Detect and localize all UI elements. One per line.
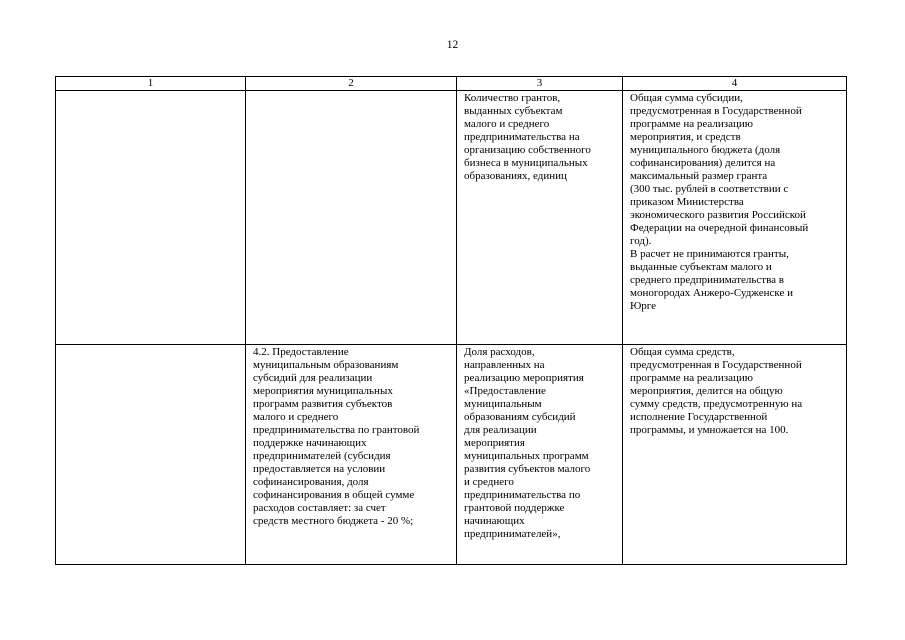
cell-text-line: максимальный размер гранта bbox=[630, 170, 768, 182]
cell-text-line: выданных субъектам bbox=[464, 105, 563, 117]
cell-text-line: программ развития субъектов bbox=[253, 398, 393, 410]
methodology-cell bbox=[623, 91, 847, 345]
table-cell bbox=[56, 91, 246, 345]
cell-text-line: предпринимательства по bbox=[464, 489, 581, 501]
methodology-cell bbox=[623, 345, 847, 565]
cell-text-line: моногородах Анжеро-Судженске и bbox=[630, 287, 793, 299]
cell-text-line: направленных на bbox=[464, 359, 545, 371]
cell-text-line: программе на реализацию bbox=[630, 118, 753, 130]
cell-text-line: бизнеса в муниципальных bbox=[464, 157, 588, 169]
cell-text-line: предпринимателей», bbox=[464, 528, 561, 540]
cell-text-line: средств местного бюджета - 20 %; bbox=[253, 515, 414, 527]
cell-text-line: для реализации bbox=[464, 424, 537, 436]
cell-text-line: образованиям субсидий bbox=[464, 411, 576, 423]
column-header-3: 3 bbox=[457, 77, 623, 91]
cell-text-line: Доля расходов, bbox=[464, 346, 535, 358]
cell-text-line: малого и среднего bbox=[464, 118, 550, 130]
cell-text-line: год). bbox=[630, 235, 652, 247]
cell-text-line: софинансирования в общей сумме bbox=[253, 489, 415, 501]
cell-text-line: В расчет не принимаются гранты, bbox=[630, 248, 789, 260]
measure-cell bbox=[246, 345, 457, 565]
table-cell bbox=[56, 345, 246, 565]
table-header-row bbox=[56, 77, 847, 91]
cell-text-line: софинансирования, доля bbox=[253, 476, 369, 488]
cell-text-line: мероприятия, и средств bbox=[630, 131, 741, 143]
cell-text-line: Юрге bbox=[630, 300, 657, 312]
cell-text-line: среднего предпринимательства в bbox=[630, 274, 784, 286]
document-table bbox=[55, 76, 847, 565]
cell-text-line: сумму средств, предусмотренную на bbox=[630, 398, 803, 410]
cell-text-line: образованиях, единиц bbox=[464, 170, 567, 182]
cell-text-line: Количество грантов, bbox=[464, 92, 561, 104]
table-cell bbox=[246, 91, 457, 345]
column-header-2: 2 bbox=[246, 77, 457, 91]
cell-text-line: субсидий для реализации bbox=[253, 372, 373, 384]
cell-text-line: расходов составляет: за счет bbox=[253, 502, 386, 514]
cell-text-line: (300 тыс. рублей в соответствии с bbox=[630, 183, 789, 195]
cell-text-line: 4.2. Предоставление bbox=[253, 346, 349, 358]
cell-text-line: приказом Министерства bbox=[630, 196, 744, 208]
cell-text-line: предусмотренная в Государственной bbox=[630, 105, 802, 117]
column-header-1: 1 bbox=[56, 77, 246, 91]
cell-text-line: программы, и умножается на 100. bbox=[630, 424, 789, 436]
cell-text-line: выданные субъектам малого и bbox=[630, 261, 772, 273]
cell-text-line: мероприятия bbox=[464, 437, 525, 449]
cell-text-line: муниципальных программ bbox=[464, 450, 589, 462]
cell-text-line: и среднего bbox=[464, 476, 514, 488]
cell-text-line: муниципального бюджета (доля bbox=[630, 144, 781, 156]
cell-text-line: Общая сумма средств, bbox=[630, 346, 735, 358]
cell-text-line: муниципальным образованиям bbox=[253, 359, 399, 371]
cell-text-line: «Предоставление bbox=[464, 385, 546, 397]
cell-text-line: экономического развития Российской bbox=[630, 209, 806, 221]
column-header-4: 4 bbox=[623, 77, 847, 91]
cell-text-line: начинающих bbox=[464, 515, 525, 527]
indicator-cell bbox=[457, 345, 623, 565]
cell-text-line: мероприятия муниципальных bbox=[253, 385, 393, 397]
cell-text-line: организацию собственного bbox=[464, 144, 591, 156]
cell-text-line: Федерации на очередной финансовый bbox=[630, 222, 809, 234]
cell-text-line: развития субъектов малого bbox=[464, 463, 591, 475]
cell-text-line: реализацию мероприятия bbox=[464, 372, 584, 384]
indicator-cell bbox=[457, 91, 623, 345]
cell-text-line: предоставляется на условии bbox=[253, 463, 386, 475]
cell-text-line: программе на реализацию bbox=[630, 372, 753, 384]
cell-text-line: предпринимательства по грантовой bbox=[253, 424, 420, 436]
cell-text-line: грантовой поддержке bbox=[464, 502, 565, 514]
cell-text-line: софинансирования) делится на bbox=[630, 157, 776, 169]
page-number: 12 bbox=[446, 39, 459, 51]
cell-text-line: малого и среднего bbox=[253, 411, 339, 423]
cell-text-line: Общая сумма субсидии, bbox=[630, 92, 743, 104]
cell-text-line: муниципальным bbox=[464, 398, 542, 410]
cell-text-line: предпринимателей (субсидия bbox=[253, 450, 391, 462]
cell-text-line: мероприятия, делится на общую bbox=[630, 385, 783, 397]
cell-text-line: предусмотренная в Государственной bbox=[630, 359, 802, 371]
table-row bbox=[56, 91, 847, 345]
cell-text-line: исполнение Государственной bbox=[630, 411, 768, 423]
cell-text-line: предпринимательства на bbox=[464, 131, 580, 143]
table-row bbox=[56, 345, 847, 565]
cell-text-line: поддержке начинающих bbox=[253, 437, 367, 449]
